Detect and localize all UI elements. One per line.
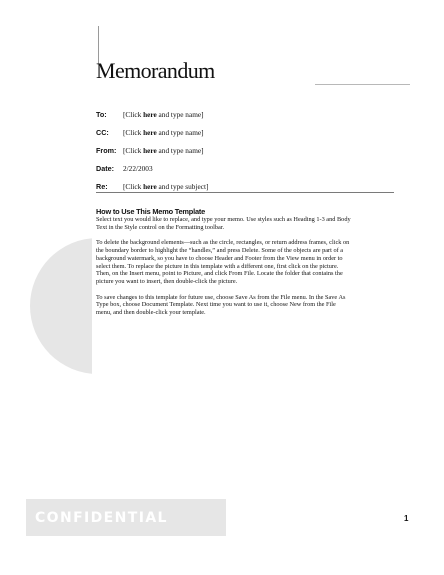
paragraph-line: select them. To replace the picture in this template with a different one, first click on the picture.: [96, 262, 339, 270]
body-paragraph-1: [96, 216, 392, 231]
field-label-re: Re:: [96, 182, 108, 191]
field-label-from: From:: [96, 146, 117, 155]
field-to: [96, 106, 396, 124]
field-value-date[interactable]: 2/22/2003: [123, 164, 153, 173]
memo-title: Memorandum: [96, 58, 215, 83]
field-value-to[interactable]: [Click here and type name]: [123, 110, 204, 119]
body-paragraph-2: [96, 239, 392, 285]
field-from: [96, 142, 396, 160]
paragraph-line: background watermark, so you have to choose Header and Footer from the View menu in order to: [96, 254, 343, 262]
field-cc: [96, 124, 396, 142]
field-label-date: Date:: [96, 164, 114, 173]
field-value-from[interactable]: [Click here and type name]: [123, 146, 204, 155]
paragraph-line: To save changes to this template for future use, choose Save As from the File menu. In the Save As: [96, 293, 346, 301]
header-divider: [96, 192, 394, 193]
paragraph-line: Type box, choose Document Template. Next time you want to use it, choose New from the File: [96, 301, 336, 309]
decorative-horizontal-line: [315, 84, 410, 85]
field-label-to: To:: [96, 110, 107, 119]
page-number: 1: [404, 514, 409, 523]
paragraph-line: Then, on the Insert menu, point to Picture, and click From File. Locate the folder that contains the: [96, 270, 343, 278]
body-paragraph-3: [96, 294, 392, 317]
field-re: [96, 178, 396, 196]
confidential-watermark: CONFIDENTIAL: [35, 510, 168, 526]
paragraph-line: Select text you would like to replace, and type your memo. Use styles such as Heading 1-3 and Body: [96, 216, 351, 223]
field-label-cc: CC:: [96, 128, 109, 137]
field-value-cc[interactable]: [Click here and type name]: [123, 128, 204, 137]
memo-header-fields: [96, 106, 396, 196]
section-heading: How to Use This Memo Template: [96, 207, 206, 216]
paragraph-line: picture you want to insert, then double-click the picture.: [96, 277, 238, 285]
field-date: [96, 160, 396, 178]
paragraph-line: the boundary border to highlight the “handles,” and press Delete. Some of the objects are part of a: [96, 247, 344, 255]
paragraph-line: Text in the Style control on the Formatting toolbar.: [96, 223, 225, 231]
paragraph-line: To delete the background elements—such as the circle, rectangles, or return address frames, click on: [96, 239, 350, 247]
field-value-re[interactable]: [Click here and type subject]: [123, 182, 209, 191]
paragraph-line: menu, and then double-click your template.: [96, 309, 206, 317]
memo-body: [96, 207, 392, 325]
